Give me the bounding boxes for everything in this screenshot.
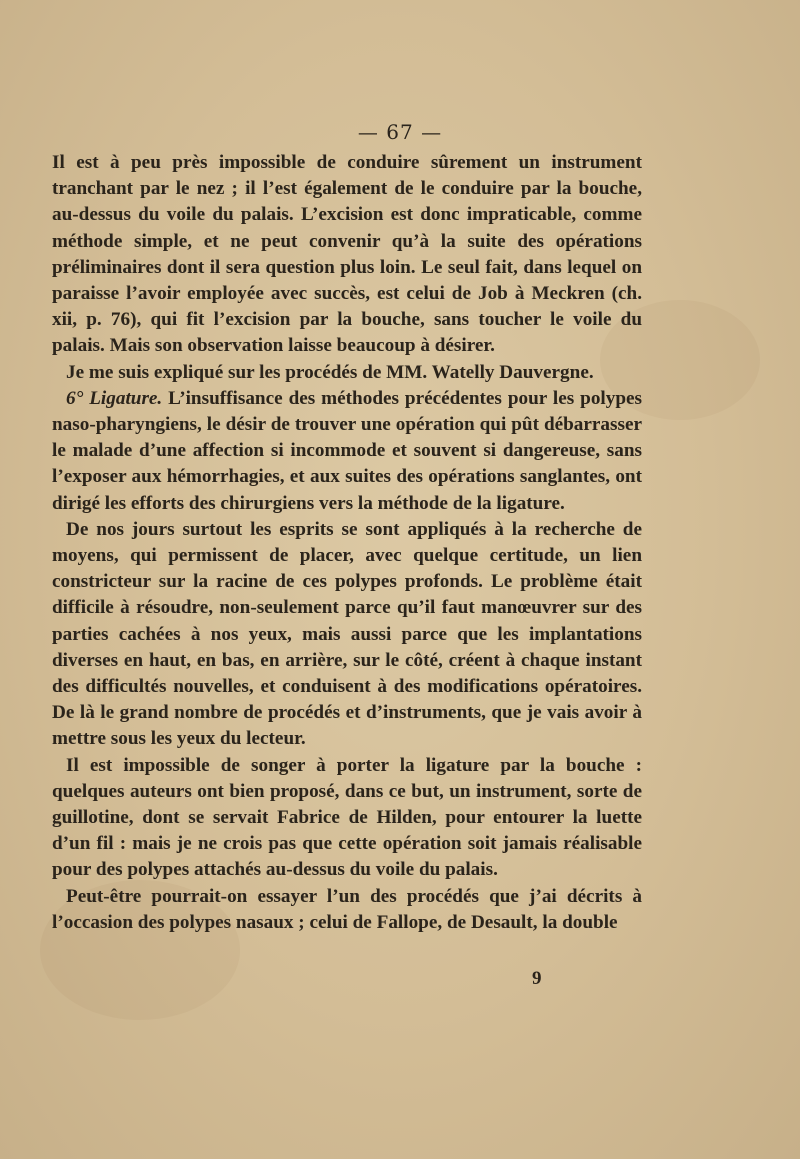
paragraph xyxy=(52,386,642,517)
body-text xyxy=(52,150,642,936)
section-heading: 6° Ligature. xyxy=(66,387,163,409)
paragraph-text: L’insuffisance des méthodes précédentes pour les polypes naso-pharyngiens, le désir de trouver une opération qui pût débarrasser le malade d’une affection si incommode et souvent si dangereuse, sans l’exposer aux hémorrhagies, et aux suites des opérations sanglantes, ont dirigé les efforts des chirurgiens vers la méthode de la ligature. xyxy=(52,387,642,514)
signature-mark: 9 xyxy=(532,968,542,989)
paragraph: Il est à peu près impossible de conduire sûrement un instrument tranchant par le nez ; il l’est également de le conduire par la bouche, au-dessus du voile du palais. L’excision est donc impraticable, comme méthode simple, et ne peut convenir qu’à la suite des opérations préliminaires dont il sera question plus loin. Le seul fait, dans lequel on paraisse l’avoir employée avec succès, est celui de Job à Meckren (ch. xii, p. 76), qui fit l’excision par la bouche, sans toucher le voile du palais. Mais son observation laisse beaucoup à désirer. xyxy=(52,152,642,357)
paragraph: Peut-être pourrait-on essayer l’un des procédés que j’ai décrits à l’occasion des polypes nasaux ; celui de Fallope, de Desault, la double xyxy=(52,885,642,933)
page-number: — 67 — xyxy=(357,120,443,144)
paragraph: Je me suis expliqué sur les procédés de MM. Watelly Dauvergne. xyxy=(66,361,594,383)
paragraph: De nos jours surtout les esprits se sont appliqués à la recherche de moyens, qui permissent de placer, avec quelque certitude, un lien constricteur sur la racine de ces polypes profonds. Le problème était difficile à résoudre, non-seulement parce qu’il faut manœuvrer sur des parties cachées à nos yeux, mais aussi parce que les implantations diverses en haut, en bas, en arrière, sur le côté, créent à chaque instant des difficultés nouvelles, et conduisent à des modifications opératoires. De là le grand nombre de procédés et d’instruments, que je vais avoir à mettre sous les yeux du lecteur. xyxy=(52,518,642,750)
paragraph: Il est impossible de songer à porter la ligature par la bouche : quelques auteurs ont bien proposé, dans ce but, un instrument, sorte de guillotine, dont se servait Fabrice de Hilden, pour entourer la luette d’un fil : mais je ne crois pas que cette opération soit jamais réalisable pour des polypes attachés au-dessus du voile du palais. xyxy=(52,754,642,881)
